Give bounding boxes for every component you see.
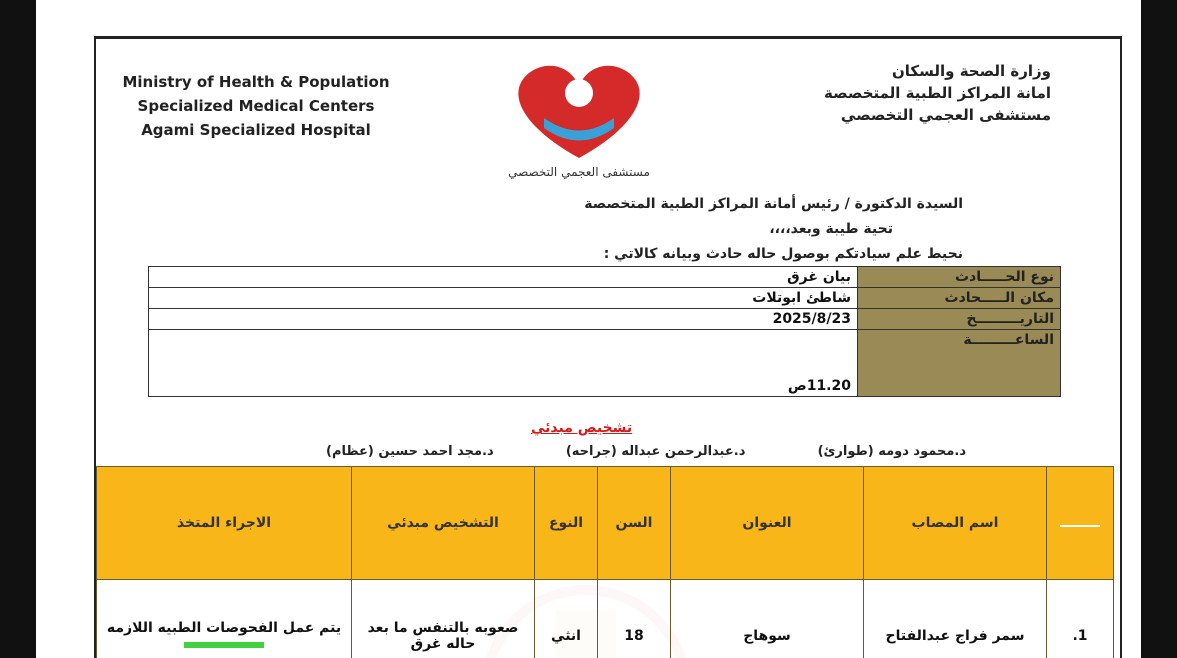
col-gender: النوع [535, 467, 598, 580]
col-name: اسم المصاب [864, 467, 1047, 580]
incident-table [148, 266, 1061, 397]
doctors-line [326, 444, 966, 459]
cases-table [96, 466, 1114, 658]
table-row [149, 309, 1061, 330]
arabic-header [791, 60, 1051, 126]
col-address: العنوان [671, 467, 864, 580]
letter-opening [584, 192, 963, 267]
doctor-emergency: د.محمود دومه (طوارئ) [817, 444, 966, 459]
hospital-en: Agami Specialized Hospital [141, 121, 371, 139]
doctor-ortho: د.مجد احمد حسين (عظام) [326, 444, 494, 459]
col-num [1047, 467, 1114, 580]
ministry-ar: وزارة الصحة والسكان [891, 62, 1051, 80]
incident-place-value: شاطئ ابوتلات [149, 288, 858, 309]
incident-place-label: مكان الـــــحادث [858, 288, 1061, 309]
table-row [149, 267, 1061, 288]
doctor-surgery: د.عبدالرحمن عبداله (جراحه) [565, 444, 746, 459]
case-num: 1. [1047, 580, 1114, 658]
table-row [97, 580, 1114, 658]
incident-type-value: بيان غرق [149, 267, 858, 288]
case-age: 18 [598, 580, 671, 658]
table-row [149, 288, 1061, 309]
intro: نحيط علم سيادتكم بوصول حاله حادث وبيانه كالاتي : [603, 246, 963, 262]
incident-time-label: الساعـــــــــة [858, 330, 1061, 397]
case-name: سمر فراج عبدالفتاح [864, 580, 1047, 658]
case-action [97, 580, 352, 658]
incident-date-label: التاريـــــــــخ [858, 309, 1061, 330]
hospital-ar: مستشفى العجمي التخصصي [840, 106, 1051, 124]
highlight-mark [184, 642, 264, 648]
addressee: السيدة الدكتورة / رئيس أمانة المراكز الطبية المتخصصة [584, 196, 963, 212]
table-row [149, 330, 1061, 397]
english-header [116, 70, 396, 142]
col-diagnosis: التشخيص مبدئي [352, 467, 535, 580]
ministry-en: Ministry of Health & Population [122, 73, 390, 91]
case-diagnosis: صعوبه بالتنفس ما بعد حاله غرق [352, 580, 535, 658]
logo-caption: مستشفى العجمي التخصصي [508, 165, 650, 179]
case-address: سوهاج [671, 580, 864, 658]
table-header-row [97, 467, 1114, 580]
hospital-logo [484, 48, 674, 183]
case-gender: انثي [535, 580, 598, 658]
incident-type-label: نوع الحـــــادث [858, 267, 1061, 288]
col-age: السن [598, 467, 671, 580]
diagnosis-title: تشخيص مبدئي [531, 420, 633, 436]
incident-date-value: 2025/8/23 [149, 309, 858, 330]
centers-en: Specialized Medical Centers [137, 97, 375, 115]
greeting: تحية طيبة وبعد،،،، [769, 221, 893, 237]
centers-ar: امانة المراكز الطبية المتخصصة [824, 84, 1051, 102]
incident-time-value: 11.20ص [149, 330, 858, 397]
case-action-text: يتم عمل الفحوصات الطبيه اللازمه [106, 620, 342, 636]
family-icon [565, 79, 593, 107]
col-action: الاجراء المتخذ [97, 467, 352, 580]
document-page [36, 0, 1141, 658]
